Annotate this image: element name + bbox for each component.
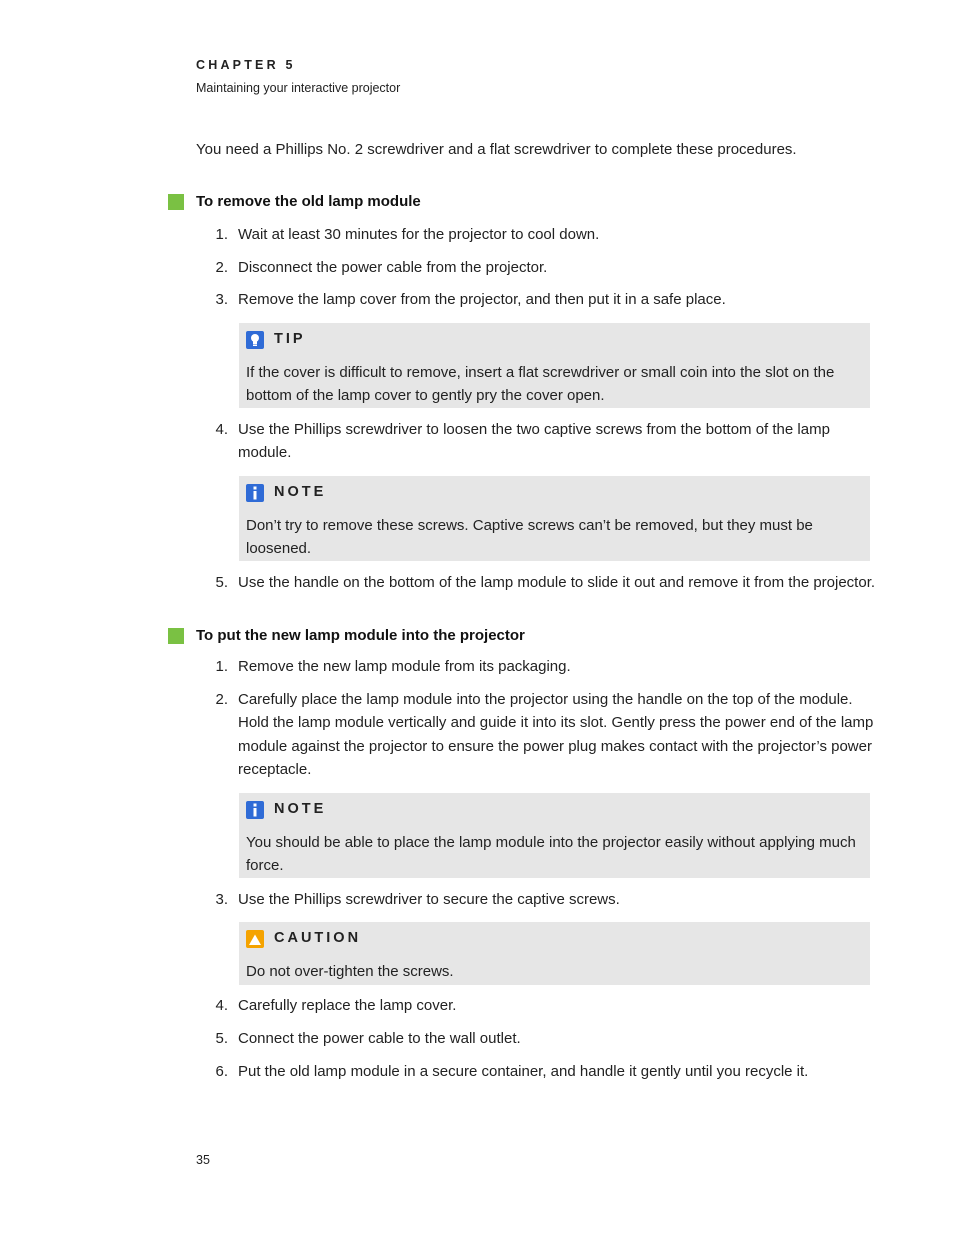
step-item	[206, 288, 876, 311]
lightbulb-icon	[246, 331, 264, 349]
note-text: Don’t try to remove these screws. Captive screws can’t be removed, but they must be loosened.	[246, 517, 813, 558]
warning-icon	[246, 930, 264, 948]
tip-callout	[239, 323, 870, 408]
note-label: NOTE	[274, 801, 327, 818]
step-text: Carefully place the lamp module into the projector using the handle on the top of the module. Hold the lamp module vertically and guide it into its slot. Gently press the power end of the lamp module against the projector to ensure the power plug makes contact with the projector’s power receptacle.	[238, 691, 874, 778]
step-item	[206, 655, 876, 678]
step-item	[206, 1027, 876, 1050]
step-number: 5.	[215, 1030, 228, 1047]
step-number: 2.	[215, 259, 228, 276]
step-text: Use the Phillips screwdriver to loosen the two captive screws from the bottom of the lamp module.	[238, 421, 830, 462]
tip-text: If the cover is difficult to remove, insert a flat screwdriver or small coin into the slot on the bottom of the lamp cover to gently pry the cover open.	[246, 364, 835, 405]
step-number: 2.	[215, 691, 228, 708]
step-number: 1.	[215, 658, 228, 675]
info-icon	[246, 801, 264, 819]
step-text: Carefully replace the lamp cover.	[238, 997, 457, 1014]
caution-text: Do not over-tighten the screws.	[246, 963, 454, 980]
step-item	[206, 571, 876, 594]
step-number: 5.	[215, 574, 228, 591]
step-number: 4.	[215, 997, 228, 1014]
note-callout	[239, 476, 870, 561]
page-number: 35	[196, 1153, 210, 1167]
step-text: Remove the new lamp module from its packaging.	[238, 658, 571, 675]
procedure-heading-install	[168, 627, 525, 644]
procedure-title: To remove the old lamp module	[196, 193, 421, 210]
step-number: 1.	[215, 226, 228, 243]
step-number: 3.	[215, 891, 228, 908]
step-number: 3.	[215, 291, 228, 308]
procedure-title: To put the new lamp module into the projector	[196, 627, 525, 644]
step-item	[206, 256, 876, 279]
step-text: Use the handle on the bottom of the lamp module to slide it out and remove it from the projector.	[238, 574, 876, 591]
step-item	[206, 994, 876, 1017]
step-text: Wait at least 30 minutes for the projector to cool down.	[238, 226, 600, 243]
step-text: Put the old lamp module in a secure container, and handle it gently until you recycle it.	[238, 1063, 809, 1080]
procedure-marker-icon	[168, 194, 184, 210]
step-text: Remove the lamp cover from the projector, and then put it in a safe place.	[238, 291, 726, 308]
step-item	[206, 688, 876, 781]
step-item	[206, 223, 876, 246]
caution-callout	[239, 922, 870, 985]
step-item	[206, 888, 876, 911]
note-label: NOTE	[274, 484, 327, 501]
note-text: You should be able to place the lamp module into the projector easily without applying much force.	[246, 834, 856, 875]
step-item	[206, 1060, 876, 1083]
caution-label: CAUTION	[274, 930, 362, 947]
info-icon	[246, 484, 264, 502]
note-callout	[239, 793, 870, 878]
step-text: Disconnect the power cable from the projector.	[238, 259, 548, 276]
tip-label: TIP	[274, 331, 306, 348]
step-number: 4.	[215, 421, 228, 438]
procedure-heading-remove	[168, 193, 421, 210]
step-text: Use the Phillips screwdriver to secure the captive screws.	[238, 891, 620, 908]
chapter-label: CHAPTER 5	[196, 58, 296, 72]
procedure-marker-icon	[168, 628, 184, 644]
intro-paragraph: You need a Phillips No. 2 screwdriver and a flat screwdriver to complete these procedures.	[196, 141, 797, 158]
chapter-subtitle: Maintaining your interactive projector	[196, 81, 401, 95]
step-item	[206, 418, 876, 465]
step-number: 6.	[215, 1063, 228, 1080]
step-text: Connect the power cable to the wall outlet.	[238, 1030, 521, 1047]
